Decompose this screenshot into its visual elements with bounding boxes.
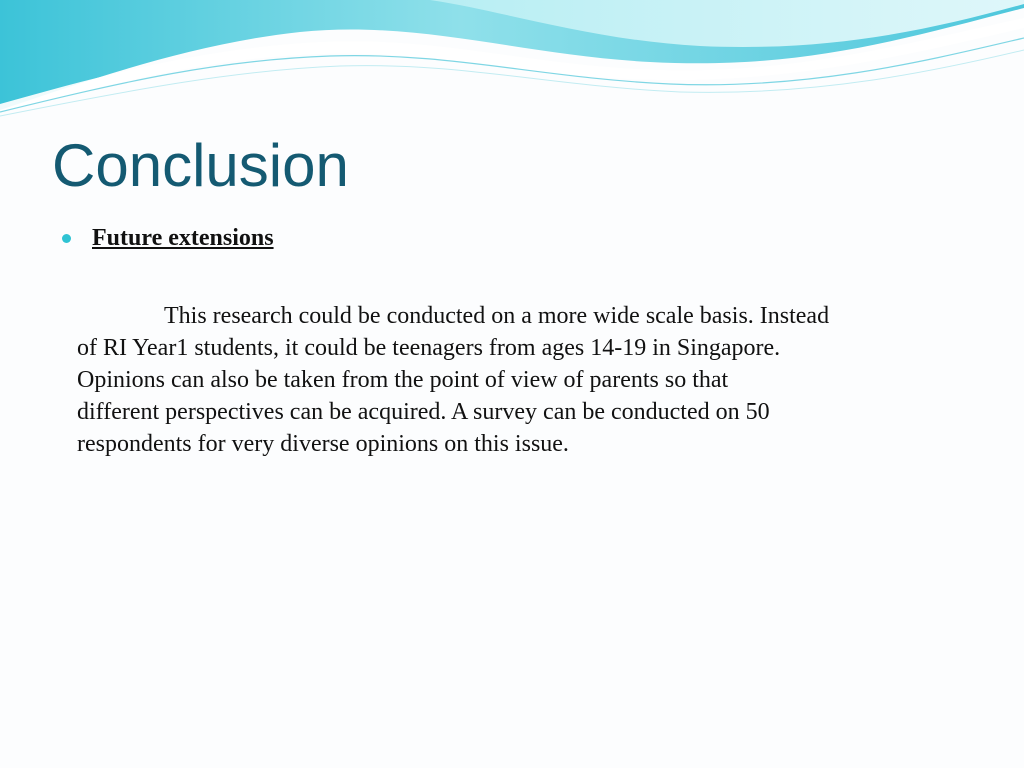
paragraph-line: Opinions can also be taken from the point of view of parents so that	[77, 367, 729, 393]
slide-title: Conclusion	[52, 132, 349, 199]
paragraph-line: respondents for very diverse opinions on this issue.	[77, 431, 569, 457]
wave-header-decoration	[0, 0, 1024, 120]
paragraph-line: of RI Year1 students, it could be teenagers from ages 14-19 in Singapore.	[77, 335, 781, 361]
paragraph-line: This research could be conducted on a more wide scale basis. Instead	[164, 303, 830, 329]
bullet-dot-icon	[62, 234, 71, 243]
bullet-label: Future extensions	[92, 225, 274, 251]
paragraph-line: different perspectives can be acquired. A survey can be conducted on 50	[77, 399, 770, 425]
bullet-item	[62, 222, 274, 254]
body-paragraph	[77, 300, 977, 460]
